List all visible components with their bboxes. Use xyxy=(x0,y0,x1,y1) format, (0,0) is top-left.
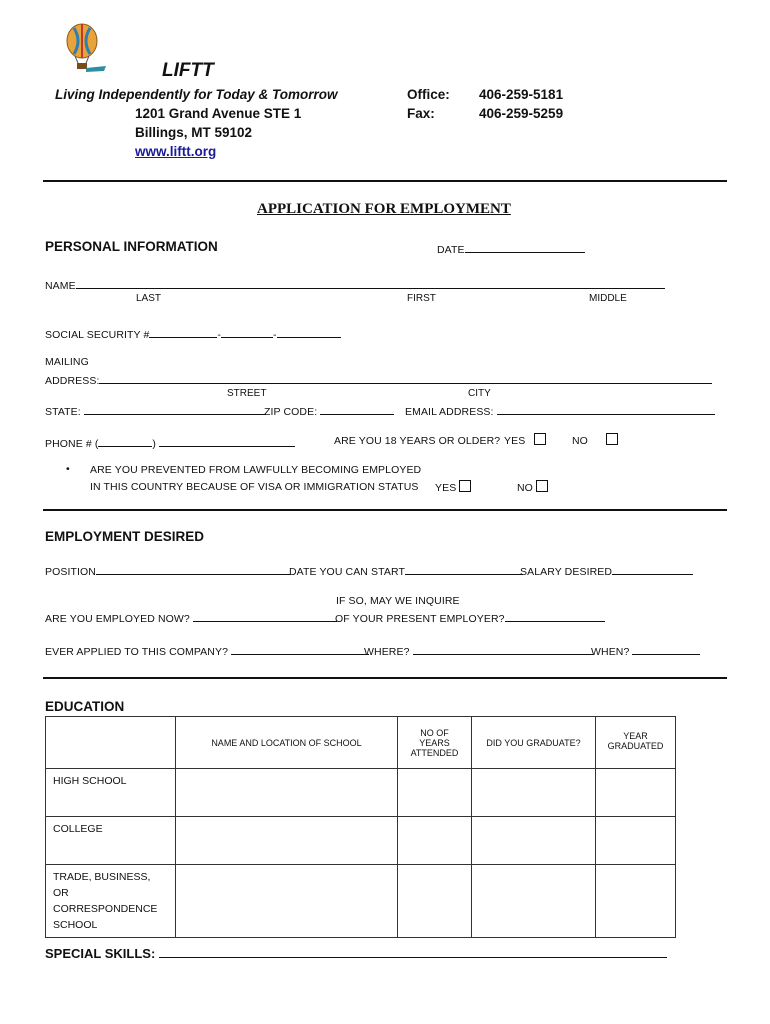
last-name-caption: LAST xyxy=(136,293,162,304)
age-yes-checkbox[interactable] xyxy=(534,433,546,445)
row-label: TRADE, BUSINESS, OR CORRESPONDENCE SCHOOL xyxy=(46,865,176,938)
column-header: DID YOU GRADUATE? xyxy=(472,717,596,769)
start-date-field[interactable] xyxy=(289,563,523,578)
visa-yes-label: YES xyxy=(435,482,457,494)
visa-yes-option[interactable] xyxy=(435,480,471,494)
row-label: HIGH SCHOOL xyxy=(46,769,176,817)
table-row xyxy=(46,817,676,865)
email-field[interactable] xyxy=(405,403,715,418)
zip-field[interactable] xyxy=(264,403,394,418)
where-field[interactable] xyxy=(364,643,593,658)
inquire-line2: OF YOUR PRESENT EMPLOYER? xyxy=(335,613,505,625)
email-label: EMAIL ADDRESS: xyxy=(405,406,494,418)
office-label: Office: xyxy=(407,87,450,102)
bullet-icon: • xyxy=(66,463,70,475)
education-header-row xyxy=(46,717,676,769)
address-field[interactable] xyxy=(45,372,712,387)
org-name: LIFTT xyxy=(162,60,214,81)
salary-field[interactable] xyxy=(520,563,693,578)
where-label: WHERE? xyxy=(364,646,410,658)
date-field[interactable] xyxy=(437,241,585,256)
years-cell[interactable] xyxy=(398,817,472,865)
years-cell[interactable] xyxy=(398,769,472,817)
column-header: NAME AND LOCATION OF SCHOOL xyxy=(176,717,398,769)
name-field[interactable] xyxy=(45,277,665,292)
first-name-caption: FIRST xyxy=(407,293,436,304)
year-graduated-cell[interactable] xyxy=(596,865,676,938)
employed-now-label: ARE YOU EMPLOYED NOW? xyxy=(45,613,190,625)
date-label: DATE xyxy=(437,244,465,256)
visa-question-line1: ARE YOU PREVENTED FROM LAWFULLY BECOMING EMPLOYED xyxy=(90,464,422,476)
age-no-label: NO xyxy=(572,435,588,447)
inquire-field[interactable] xyxy=(335,610,605,625)
fax-label: Fax: xyxy=(407,106,435,121)
street-caption: STREET xyxy=(227,388,267,399)
table-row xyxy=(46,865,676,938)
applied-before-field[interactable] xyxy=(45,643,369,658)
phone-field[interactable]: PHONE # ( ) xyxy=(45,435,295,450)
ssn-label: SOCIAL SECURITY # xyxy=(45,329,150,341)
table-row xyxy=(46,769,676,817)
state-field[interactable] xyxy=(45,403,266,418)
header-divider xyxy=(43,180,727,182)
row-label: COLLEGE xyxy=(46,817,176,865)
year-graduated-cell[interactable] xyxy=(596,817,676,865)
salary-label: SALARY DESIRED xyxy=(520,566,613,578)
start-date-label: DATE YOU CAN START xyxy=(289,566,405,578)
name-label: NAME xyxy=(45,280,76,292)
form-title: APPLICATION FOR EMPLOYMENT xyxy=(257,201,511,217)
education-table xyxy=(45,716,676,938)
org-website-link[interactable]: www.liftt.org xyxy=(135,144,217,159)
column-header: YEAR GRADUATED xyxy=(596,717,676,769)
education-heading: EDUCATION xyxy=(45,699,125,714)
state-label: STATE: xyxy=(45,406,81,418)
school-name-cell[interactable] xyxy=(176,769,398,817)
visa-question-line2: IN THIS COUNTRY BECAUSE OF VISA OR IMMIGRATION STATUS xyxy=(90,481,419,493)
years-cell[interactable] xyxy=(398,865,472,938)
ssn-field[interactable]: SOCIAL SECURITY # - - xyxy=(45,326,341,341)
age-question: ARE YOU 18 YEARS OR OLDER? xyxy=(334,435,501,447)
employment-divider xyxy=(43,677,727,679)
position-field[interactable] xyxy=(45,563,290,578)
empty-header-cell xyxy=(46,717,176,769)
middle-name-caption: MIDDLE xyxy=(589,293,627,304)
when-label: WHEN? xyxy=(591,646,630,658)
org-address-line1: 1201 Grand Avenue STE 1 xyxy=(135,106,302,121)
office-phone: 406-259-5181 xyxy=(479,87,564,102)
org-address-line2: Billings, MT 59102 xyxy=(135,125,253,140)
age-no-checkbox[interactable] xyxy=(606,433,618,445)
when-field[interactable] xyxy=(591,643,700,658)
graduated-cell[interactable] xyxy=(472,817,596,865)
personal-info-heading: PERSONAL INFORMATION xyxy=(45,239,218,254)
inquire-line1: IF SO, MAY WE INQUIRE xyxy=(336,595,460,607)
age-yes-option[interactable] xyxy=(504,433,546,447)
fax-phone: 406-259-5259 xyxy=(479,106,564,121)
visa-no-label: NO xyxy=(517,482,533,494)
position-label: POSITION xyxy=(45,566,96,578)
mailing-label: MAILING xyxy=(45,356,89,368)
personal-divider xyxy=(43,509,727,511)
hot-air-balloon-logo xyxy=(60,22,112,74)
graduated-cell[interactable] xyxy=(472,865,596,938)
age-no-option[interactable] xyxy=(572,433,618,447)
applied-before-label: EVER APPLIED TO THIS COMPANY? xyxy=(45,646,229,658)
employment-heading: EMPLOYMENT DESIRED xyxy=(45,529,205,544)
graduated-cell[interactable] xyxy=(472,769,596,817)
visa-yes-checkbox[interactable] xyxy=(459,480,471,492)
column-header: NO OF YEARS ATTENDED xyxy=(398,717,472,769)
school-name-cell[interactable] xyxy=(176,865,398,938)
zip-label: ZIP CODE: xyxy=(264,406,318,418)
visa-no-option[interactable] xyxy=(517,480,548,494)
city-caption: CITY xyxy=(468,388,491,399)
employed-now-field[interactable] xyxy=(45,610,337,625)
visa-no-checkbox[interactable] xyxy=(536,480,548,492)
phone-label: PHONE # xyxy=(45,438,92,450)
org-tagline: Living Independently for Today & Tomorrow xyxy=(55,87,338,102)
address-label: ADDRESS: xyxy=(45,375,100,387)
special-skills-label: SPECIAL SKILLS: xyxy=(45,946,156,961)
special-skills-field[interactable] xyxy=(45,945,667,961)
school-name-cell[interactable] xyxy=(176,817,398,865)
age-yes-label: YES xyxy=(504,435,526,447)
year-graduated-cell[interactable] xyxy=(596,769,676,817)
